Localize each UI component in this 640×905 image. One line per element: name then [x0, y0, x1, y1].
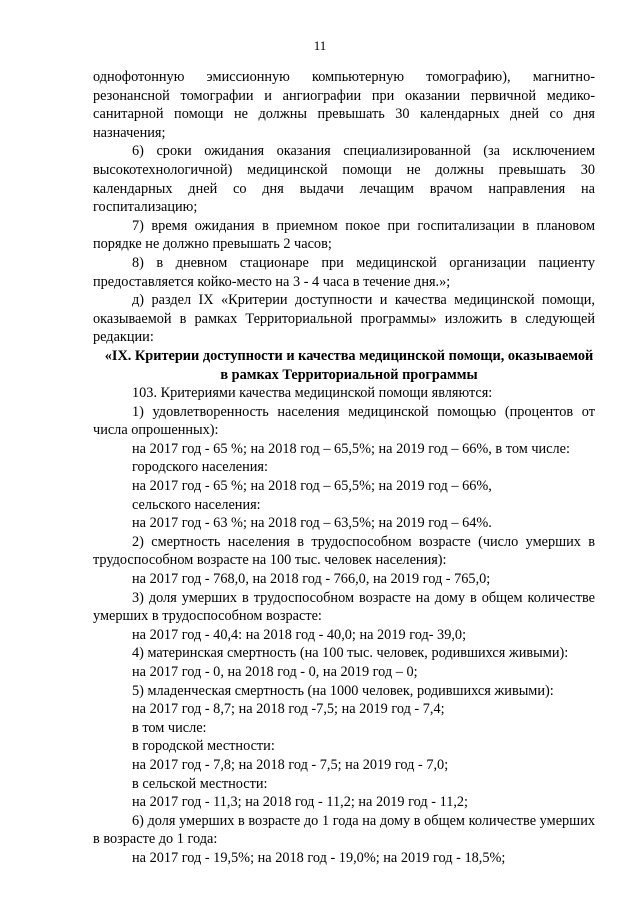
paragraph: на 2017 год - 63 %; на 2018 год – 63,5%; на 2019 год – 64%.: [132, 515, 492, 532]
paragraph: на 2017 год - 768,0, на 2018 год - 766,0, на 2019 год - 765,0;: [132, 571, 491, 588]
paragraph: 6) доля умерших в возрасте до 1 года на дому в общем количестве умерших в возрасте до 1 года:: [93, 812, 595, 848]
paragraph: 8) в дневном стационаре при медицинской организации пациенту предоставляется койко-место на 3 - 4 часа в течение дня.»;: [93, 254, 595, 290]
paragraph: городского населения:: [132, 459, 268, 476]
paragraph: на 2017 год - 65 %; на 2018 год – 65,5%; на 2019 год – 66%, в том числе:: [132, 440, 570, 457]
paragraph: д) раздел IX «Критерии доступности и качества медицинской помощи, оказываемой в рамках Территориальной программы» изложить в следующей редакции:: [93, 292, 595, 346]
page-number: 11: [313, 38, 327, 53]
paragraph: в том числе:: [132, 719, 207, 736]
paragraph: 6) сроки ожидания оказания специализированной (за исключением высокотехнологичной) медицинской помощи не должны превышать 30 календарных дней со дня выдачи лечащим врачом направления на госпитализацию;: [93, 143, 595, 216]
paragraph: на 2017 год - 65 %; на 2018 год – 65,5%; на 2019 год – 66%,: [132, 478, 492, 495]
paragraph: в сельской местности:: [132, 775, 268, 792]
paragraph: сельского населения:: [132, 496, 261, 513]
paragraph: 103. Критериями качества медицинской помощи являются:: [132, 385, 493, 402]
paragraph: на 2017 год - 19,5%; на 2018 год - 19,0%; на 2019 год - 18,5%;: [132, 849, 506, 866]
paragraph: 3) доля умерших в трудоспособном возрасте на дому в общем количестве умерших в трудоспособном возрасте:: [93, 589, 595, 625]
paragraph: 5) младенческая смертность (на 1000 человек, родившихся живыми):: [132, 682, 554, 699]
paragraph: на 2017 год - 0, на 2018 год - 0, на 2019 год – 0;: [132, 664, 418, 680]
paragraph: в городской местности:: [132, 738, 275, 755]
paragraph: 2) смертность населения в трудоспособном возрасте (число умерших в трудоспособном возрасте на 100 тыс. человек населения):: [93, 533, 595, 569]
paragraph: однофотонную эмиссионную компьютерную томографию), магнитно-резонансной томографии и ангиографии при оказании первичной медико-санитарной помощи не должны превышать 30 календарных дней со дня назначения;: [93, 69, 595, 141]
paragraph: 7) время ожидания в приемном покое при госпитализации в плановом порядке не должно превышать 2 часов;: [93, 217, 595, 253]
paragraph: на 2017 год - 7,8; на 2018 год - 7,5; на 2019 год - 7,0;: [132, 756, 449, 773]
paragraph: на 2017 год - 40,4: на 2018 год - 40,0; на 2019 год- 39,0;: [132, 626, 467, 643]
paragraph: 1) удовлетворенность населения медицинской помощью (процентов от числа опрошенных):: [93, 403, 595, 439]
document-body: [93, 68, 595, 868]
paragraph: на 2017 год - 8,7; на 2018 год -7,5; на 2019 год - 7,4;: [132, 701, 445, 718]
paragraph: 4) материнская смертность (на 100 тыс. человек, родившихся живыми):: [132, 645, 569, 662]
paragraph: на 2017 год - 11,3; на 2018 год - 11,2; на 2019 год - 11,2;: [132, 794, 469, 811]
section-heading: «IX. Критерии доступности и качества медицинской помощи, оказываемой в рамках Территориальной программы: [104, 347, 594, 383]
